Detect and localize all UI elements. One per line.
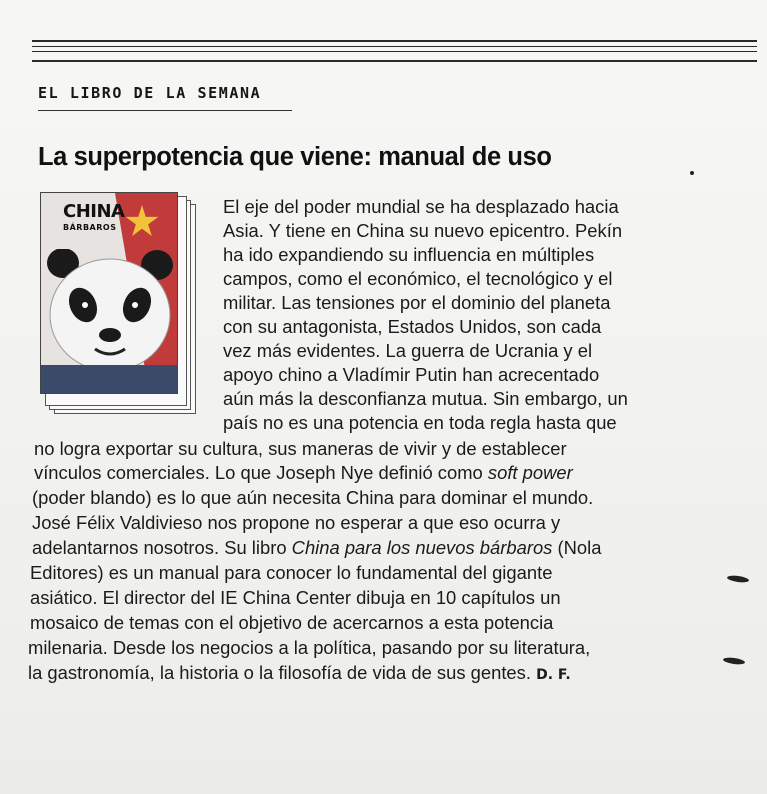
article-line: Editores) es un manual para conocer lo fundamental del gigante bbox=[30, 562, 553, 583]
article-line bbox=[32, 537, 601, 559]
headline: La superpotencia que viene: manual de uso bbox=[38, 143, 552, 171]
article-line: militar. Las tensiones por el dominio del planeta bbox=[223, 292, 611, 313]
article-text: (Nola bbox=[552, 537, 602, 558]
article-text: la gastronomía, la historia o la filosofía de vida de sus gentes. bbox=[28, 662, 537, 683]
article-line: Asia. Y tiene en China su nuevo epicentro. Pekín bbox=[223, 220, 623, 241]
article-text: vínculos comerciales. Lo que Joseph Nye definió como bbox=[34, 462, 488, 483]
article-text: adelantarnos nosotros. Su libro bbox=[32, 537, 292, 558]
article-line: mosaico de temas con el objetivo de acercarnos a esta potencia bbox=[30, 612, 554, 633]
article-line: El eje del poder mundial se ha desplazado hacia bbox=[223, 196, 619, 217]
article-line: no logra exportar su cultura, sus maneras de vivir y de establecer bbox=[34, 438, 567, 459]
article-line: con su antagonista, Estados Unidos, son cada bbox=[223, 316, 602, 337]
cover-title: CHINA bbox=[63, 201, 125, 222]
article-line: aún más la desconfianza mutua. Sin embargo, un bbox=[223, 388, 628, 409]
author-initials: D. F. bbox=[536, 667, 571, 683]
article-line: milenaria. Desde los negocios a la política, pasando por su literatura, bbox=[28, 637, 591, 658]
article-line: apoyo chino a Vladímir Putin han acrecentado bbox=[223, 364, 600, 385]
article-line: asiático. El director del IE China Center dibuja en 10 capítulos un bbox=[30, 587, 561, 608]
article-line: (poder blando) es lo que aún necesita China para dominar el mundo. bbox=[32, 487, 594, 508]
italic-term: soft power bbox=[487, 462, 573, 483]
article-line: país no es una potencia en toda regla hasta que bbox=[223, 412, 617, 433]
article-line: ha ido expandiendo su influencia en múltiples bbox=[223, 244, 595, 265]
article-line bbox=[28, 662, 571, 686]
article-line: campos, como el económico, el tecnológico y el bbox=[223, 268, 613, 289]
section-label: EL LIBRO DE LA SEMANA bbox=[38, 84, 262, 102]
book-title-italic: China para los nuevos bárbaros bbox=[291, 537, 553, 558]
article-line: vez más evidentes. La guerra de Ucrania y el bbox=[223, 340, 593, 361]
article-line bbox=[34, 462, 573, 484]
article-line: José Félix Valdivieso nos propone no esperar a que eso ocurra y bbox=[32, 512, 561, 533]
cover-subtitle: BÁRBAROS bbox=[63, 223, 117, 232]
